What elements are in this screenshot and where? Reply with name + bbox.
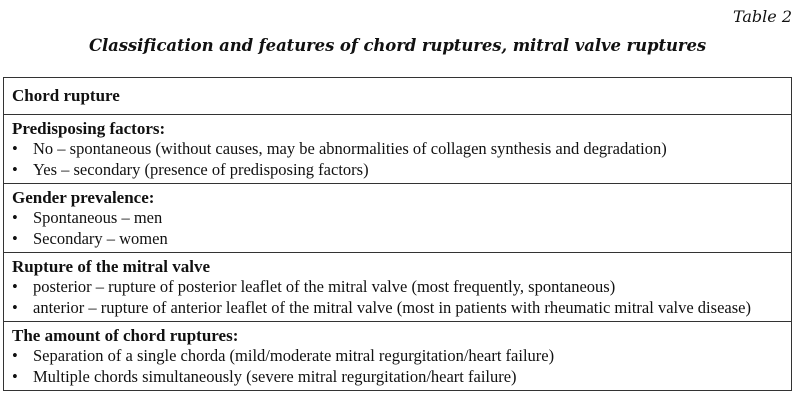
bullet-icon: • bbox=[12, 366, 18, 386]
section-title: Rupture of the mitral valve bbox=[12, 257, 210, 276]
classification-table bbox=[3, 77, 792, 391]
table-header-cell bbox=[4, 78, 792, 115]
list-item-text: Spontaneous – men bbox=[33, 208, 163, 227]
list-item-text: Multiple chords simultaneously (severe mitral regurgitation/heart failure) bbox=[33, 366, 517, 386]
section-row-predisposing-factors bbox=[4, 115, 792, 184]
list-item-text: No – spontaneous (without causes, may be abnormalities of collagen synthesis and degradation) bbox=[33, 139, 667, 158]
section-title: Predisposing factors: bbox=[12, 119, 166, 138]
section-row-chord-rupture-amount bbox=[4, 322, 792, 391]
bullet-icon: • bbox=[12, 208, 18, 227]
bullet-list bbox=[12, 346, 783, 387]
bullet-icon: • bbox=[12, 346, 18, 365]
bullet-icon: • bbox=[12, 159, 18, 179]
section-row-mitral-valve-rupture bbox=[4, 253, 792, 322]
bullet-list bbox=[12, 208, 783, 249]
list-item bbox=[12, 277, 783, 298]
section-title: Gender prevalence: bbox=[12, 188, 155, 207]
section-cell bbox=[4, 184, 792, 253]
bullet-icon: • bbox=[12, 297, 18, 317]
list-item bbox=[12, 139, 783, 160]
table-title: Classification and features of chord ruptures, mitral valve ruptures bbox=[88, 36, 707, 55]
section-cell bbox=[4, 253, 792, 322]
list-item-text: Yes – secondary (presence of predisposing factors) bbox=[33, 159, 369, 179]
table-header-row bbox=[4, 78, 792, 115]
bullet-list bbox=[12, 139, 783, 180]
section-cell bbox=[4, 322, 792, 391]
list-item bbox=[12, 160, 783, 181]
bullet-icon: • bbox=[12, 277, 18, 296]
list-item bbox=[12, 229, 783, 250]
list-item bbox=[12, 208, 783, 229]
bullet-icon: • bbox=[12, 228, 18, 248]
table-number-label: Table 2 bbox=[732, 7, 792, 26]
section-title: The amount of chord ruptures: bbox=[12, 326, 239, 345]
list-item-text: Secondary – women bbox=[33, 228, 168, 248]
list-item bbox=[12, 298, 783, 319]
list-item bbox=[12, 346, 783, 367]
bullet-icon: • bbox=[12, 139, 18, 158]
list-item bbox=[12, 367, 783, 388]
section-row-gender-prevalence bbox=[4, 184, 792, 253]
list-item-text: anterior – rupture of anterior leaflet of the mitral valve (most in patients with rheumatic mitral valve disease) bbox=[33, 297, 751, 317]
list-item-text: posterior – rupture of posterior leaflet of the mitral valve (most frequently, spontaneous) bbox=[33, 277, 616, 296]
table-header-text: Chord rupture bbox=[12, 86, 120, 105]
bullet-list bbox=[12, 277, 783, 318]
section-cell bbox=[4, 115, 792, 184]
list-item-text: Separation of a single chorda (mild/moderate mitral regurgitation/heart failure) bbox=[33, 346, 555, 365]
